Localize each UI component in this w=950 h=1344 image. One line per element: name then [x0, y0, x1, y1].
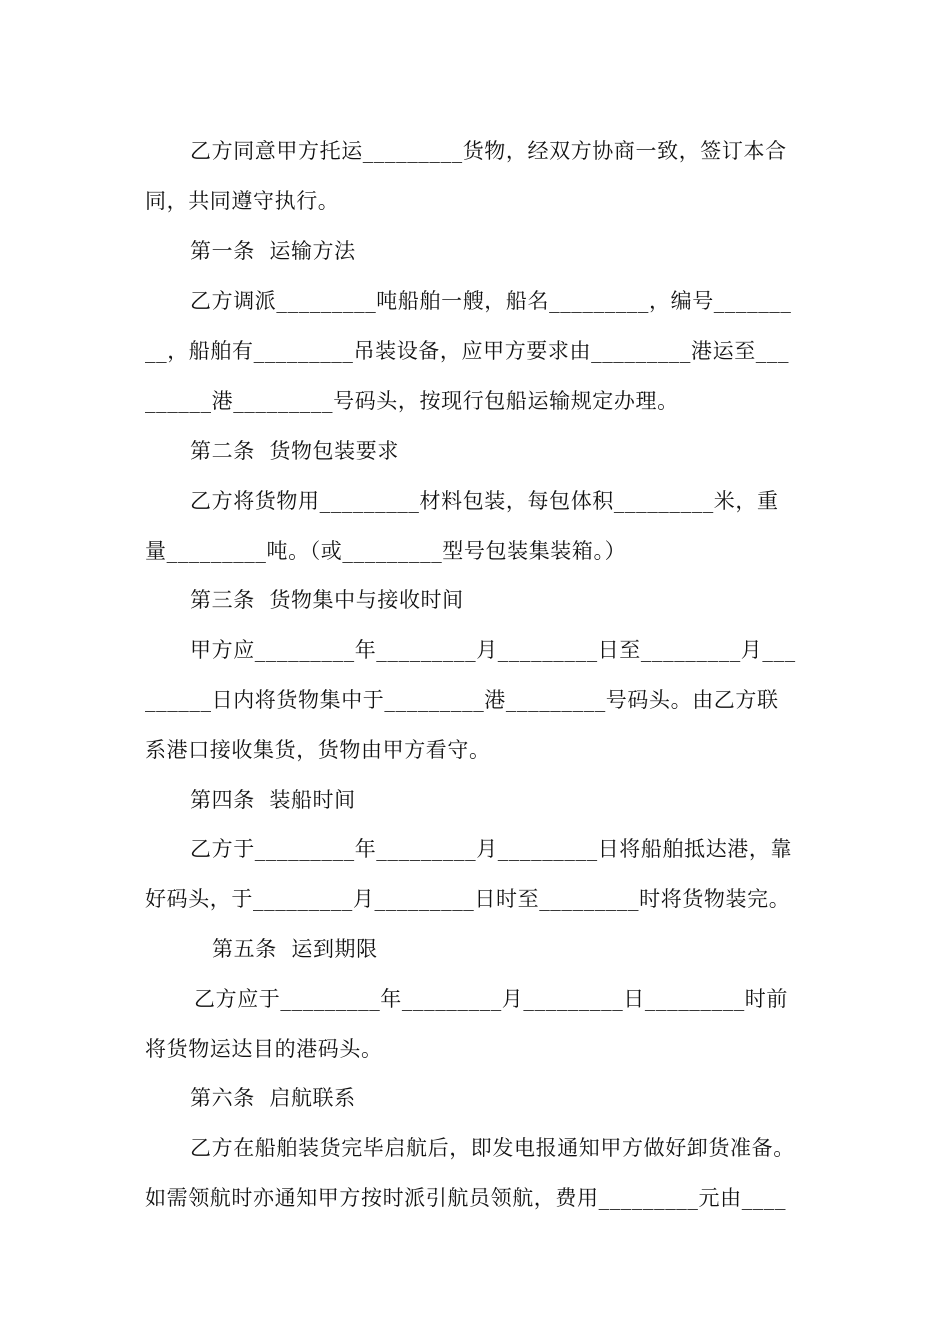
- article-2-line-2: 量_________吨。（或_________型号包装集装箱。）: [145, 539, 627, 563]
- article-1-line-2: __，船舶有_________吊装设备，应甲方要求由_________港运至___: [145, 339, 790, 363]
- article-1-line-3: ______港_________号码头，按现行包船运输规定办理。: [145, 389, 679, 413]
- article-3-heading: 第三条 货物集中与接收时间: [190, 588, 464, 612]
- article-5-heading: 第五条 运到期限: [212, 937, 378, 961]
- article-5-line-2: 将货物运达目的港码头。: [145, 1037, 383, 1061]
- paragraph-intro-line-1: 乙方同意甲方托运_________货物，经双方协商一致，签订本合: [190, 139, 787, 163]
- article-1-line-1: 乙方调派_________吨船舶一艘，船名_________，编号_______: [190, 289, 792, 313]
- article-4-line-2: 好码头，于_________月_________日时至_________时将货物装完。: [145, 887, 791, 911]
- article-4-line-1: 乙方于_________年_________月_________日将船舶抵达港，靠: [190, 837, 793, 861]
- article-6-line-1: 乙方在船舶装货完毕启航后，即发电报通知甲方做好卸货准备。: [190, 1136, 795, 1160]
- paragraph-intro-line-2: 同，共同遵守执行。: [145, 189, 340, 213]
- article-2-heading: 第二条 货物包装要求: [190, 439, 399, 463]
- article-1-heading: 第一条 运输方法: [190, 239, 356, 263]
- article-3-line-2: ______日内将货物集中于_________港_________号码头。由乙方联: [145, 688, 779, 712]
- article-6-heading: 第六条 启航联系: [190, 1086, 356, 1110]
- article-3-line-3: 系港口接收集货，货物由甲方看守。: [145, 738, 491, 762]
- article-2-line-1: 乙方将货物用_________材料包装，每包体积_________米，重: [190, 489, 779, 513]
- article-6-line-2: 如需领航时亦通知甲方按时派引航员领航，费用_________元由____: [145, 1186, 787, 1210]
- article-4-heading: 第四条 装船时间: [190, 788, 356, 812]
- article-5-line-1: 乙方应于_________年_________月_________日_________时前: [194, 987, 788, 1011]
- article-3-line-1: 甲方应_________年_________月_________日至_________月___: [190, 638, 796, 662]
